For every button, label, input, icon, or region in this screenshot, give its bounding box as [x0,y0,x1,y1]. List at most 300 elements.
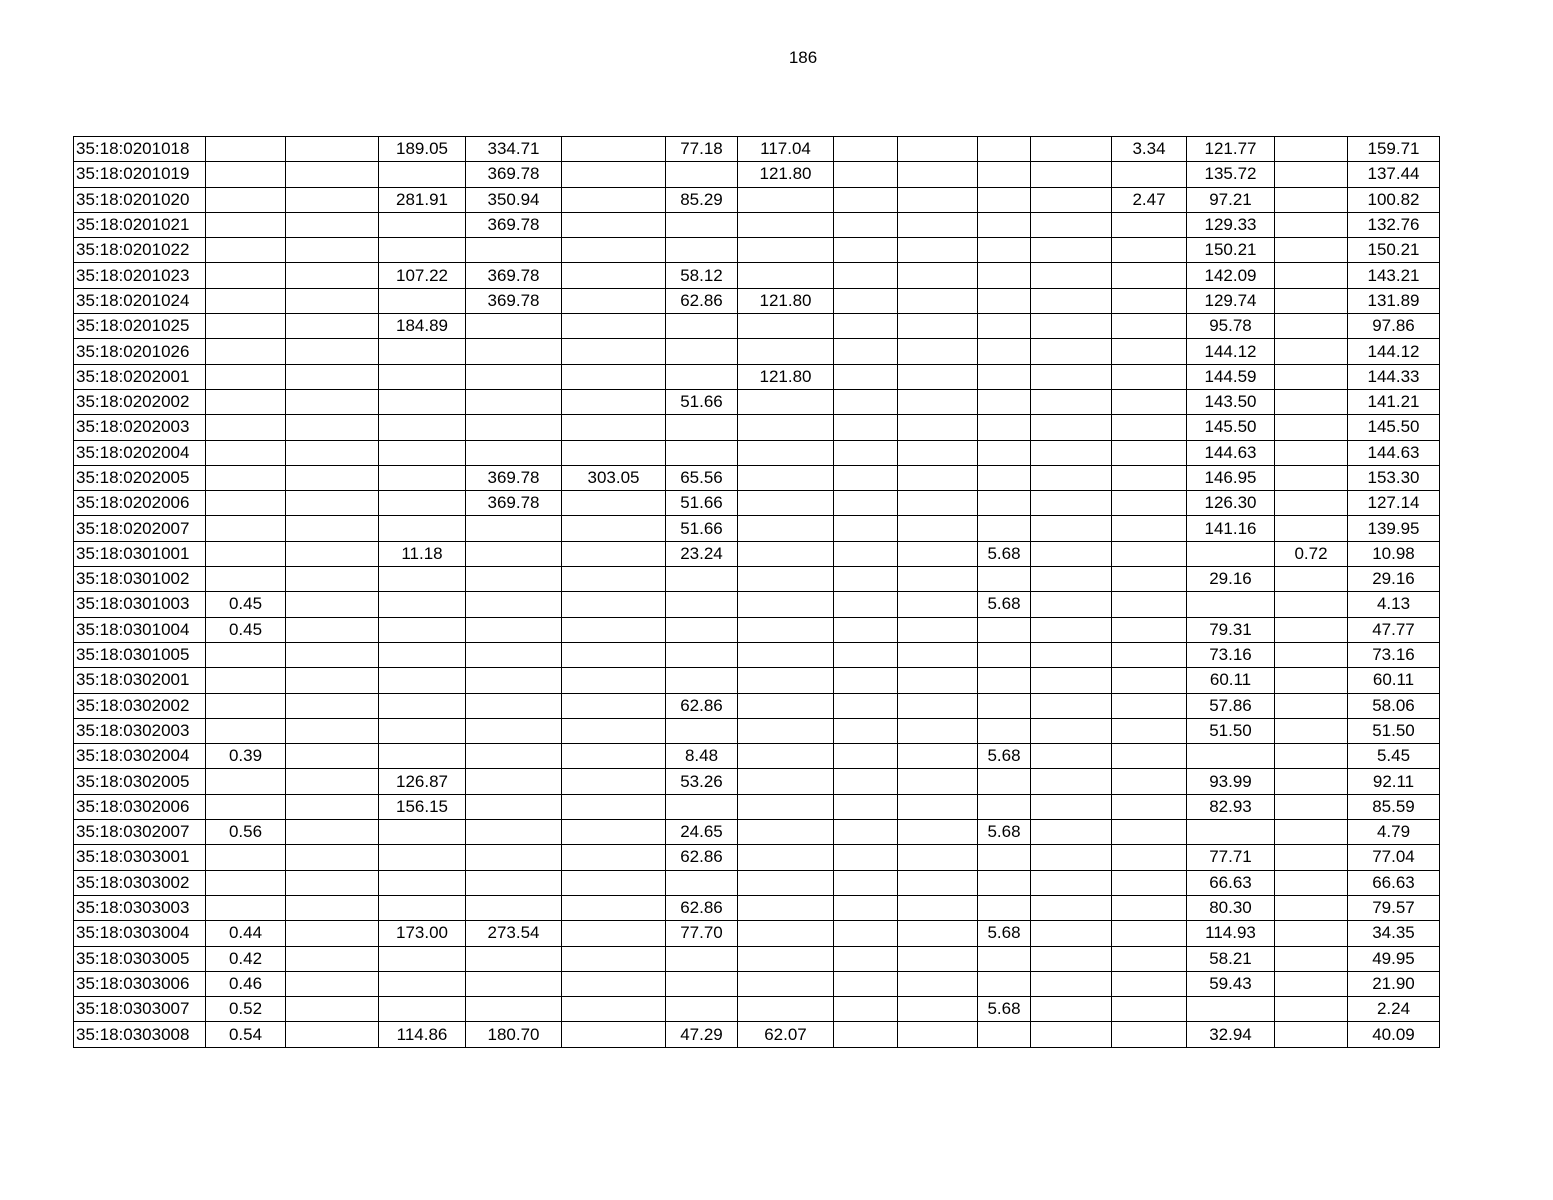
value-cell [562,162,666,187]
value-cell [206,845,286,870]
value-cell [1031,314,1112,339]
value-cell [286,997,379,1022]
value-cell [898,288,978,313]
value-cell [466,845,562,870]
value-cell [978,769,1031,794]
value-cell: 2.47 [1112,187,1187,212]
value-cell: 117.04 [738,137,834,162]
value-cell: 273.54 [466,921,562,946]
value-cell [379,617,466,642]
parcel-id-cell: 35:18:0301002 [74,567,206,592]
value-cell [834,288,898,313]
value-cell [666,415,738,440]
value-cell [834,465,898,490]
value-cell: 145.50 [1348,415,1440,440]
value-cell [978,946,1031,971]
value-cell [1031,440,1112,465]
value-cell: 95.78 [1187,314,1275,339]
parcel-id-cell: 35:18:0202003 [74,415,206,440]
value-cell [206,162,286,187]
value-cell: 156.15 [379,794,466,819]
value-cell: 144.12 [1348,339,1440,364]
value-cell [466,238,562,263]
value-cell [1031,238,1112,263]
value-cell [978,440,1031,465]
value-cell [1275,693,1348,718]
parcel-id-cell: 35:18:0201020 [74,187,206,212]
value-cell [898,794,978,819]
value-cell [1112,693,1187,718]
value-cell [666,440,738,465]
value-cell [1112,997,1187,1022]
value-cell: 150.21 [1348,238,1440,263]
value-cell [1275,238,1348,263]
value-cell [1031,845,1112,870]
value-cell [738,389,834,414]
value-cell [286,415,379,440]
value-cell [738,491,834,516]
value-cell [1187,541,1275,566]
value-cell [898,415,978,440]
value-cell [898,921,978,946]
value-cell [738,516,834,541]
value-cell [1031,921,1112,946]
value-cell: 53.26 [666,769,738,794]
value-cell [379,440,466,465]
value-cell [562,364,666,389]
value-cell [1112,642,1187,667]
value-cell [834,263,898,288]
value-cell [666,567,738,592]
value-cell [978,415,1031,440]
table-row [74,212,1440,237]
value-cell [1275,946,1348,971]
table-row [74,516,1440,541]
value-cell [286,212,379,237]
value-cell [898,769,978,794]
table-row [74,744,1440,769]
value-cell [466,339,562,364]
value-cell [898,263,978,288]
table-row [74,491,1440,516]
value-cell [562,693,666,718]
value-cell [1275,1022,1348,1047]
value-cell [978,718,1031,743]
value-cell: 350.94 [466,187,562,212]
value-cell [1275,895,1348,920]
value-cell [379,693,466,718]
value-cell [466,541,562,566]
value-cell [898,1022,978,1047]
value-cell [1112,415,1187,440]
value-cell [379,870,466,895]
value-cell [898,465,978,490]
table-row [74,946,1440,971]
value-cell [206,895,286,920]
value-cell: 58.12 [666,263,738,288]
value-cell [898,339,978,364]
value-cell: 127.14 [1348,491,1440,516]
value-cell [286,718,379,743]
value-cell [978,389,1031,414]
value-cell: 141.16 [1187,516,1275,541]
table-row [74,668,1440,693]
value-cell [562,212,666,237]
value-cell [738,845,834,870]
value-cell [898,668,978,693]
value-cell [286,668,379,693]
value-cell [738,895,834,920]
value-cell [466,592,562,617]
value-cell [834,617,898,642]
value-cell: 369.78 [466,288,562,313]
value-cell [466,769,562,794]
value-cell [898,187,978,212]
table-row [74,592,1440,617]
value-cell [1187,592,1275,617]
value-cell [898,491,978,516]
parcel-id-cell: 35:18:0302003 [74,718,206,743]
value-cell [978,314,1031,339]
value-cell [562,668,666,693]
value-cell [898,212,978,237]
value-cell [562,895,666,920]
value-cell [562,339,666,364]
value-cell [1031,567,1112,592]
value-cell [206,516,286,541]
value-cell [379,946,466,971]
value-cell [834,314,898,339]
parcel-id-cell: 35:18:0303006 [74,971,206,996]
value-cell: 142.09 [1187,263,1275,288]
value-cell [1031,212,1112,237]
value-cell: 62.86 [666,288,738,313]
value-cell: 47.29 [666,1022,738,1047]
value-cell: 66.63 [1348,870,1440,895]
value-cell [1275,820,1348,845]
value-cell [286,971,379,996]
value-cell: 11.18 [379,541,466,566]
value-cell: 47.77 [1348,617,1440,642]
value-cell [1112,895,1187,920]
value-cell [562,744,666,769]
parcel-id-cell: 35:18:0202002 [74,389,206,414]
value-cell: 8.48 [666,744,738,769]
value-cell [898,314,978,339]
value-cell: 73.16 [1348,642,1440,667]
value-cell: 369.78 [466,465,562,490]
value-cell: 153.30 [1348,465,1440,490]
value-cell [466,440,562,465]
value-cell [1275,137,1348,162]
value-cell [978,339,1031,364]
value-cell [1112,845,1187,870]
value-cell: 131.89 [1348,288,1440,313]
value-cell [898,845,978,870]
page-number: 186 [788,48,818,67]
table-row [74,238,1440,263]
value-cell [834,187,898,212]
parcel-id-cell: 35:18:0302004 [74,744,206,769]
value-cell [834,971,898,996]
parcel-id-cell: 35:18:0302006 [74,794,206,819]
value-cell [834,870,898,895]
value-cell: 144.12 [1187,339,1275,364]
value-cell: 5.45 [1348,744,1440,769]
value-cell [1275,870,1348,895]
value-cell [1275,592,1348,617]
value-cell: 126.30 [1187,491,1275,516]
parcel-id-cell: 35:18:0201024 [74,288,206,313]
value-cell [562,617,666,642]
value-cell [738,971,834,996]
value-cell [978,263,1031,288]
value-cell [379,339,466,364]
value-cell [562,971,666,996]
value-cell [738,769,834,794]
value-cell: 10.98 [1348,541,1440,566]
value-cell [1112,971,1187,996]
value-cell [286,617,379,642]
value-cell: 369.78 [466,162,562,187]
value-cell [898,162,978,187]
value-cell [738,415,834,440]
value-cell [1031,339,1112,364]
table-row [74,567,1440,592]
value-cell [1112,541,1187,566]
value-cell [738,465,834,490]
value-cell [834,946,898,971]
value-cell: 60.11 [1187,668,1275,693]
value-cell [738,946,834,971]
value-cell [562,415,666,440]
value-cell [1275,491,1348,516]
value-cell [466,415,562,440]
value-cell [562,263,666,288]
value-cell [1031,820,1112,845]
value-cell [1112,769,1187,794]
value-cell [738,642,834,667]
value-cell [1112,744,1187,769]
value-cell [379,491,466,516]
value-cell [286,946,379,971]
value-cell [1112,491,1187,516]
value-cell [562,567,666,592]
table-row [74,465,1440,490]
table-row [74,617,1440,642]
value-cell [834,440,898,465]
parcel-id-cell: 35:18:0202001 [74,364,206,389]
value-cell [466,314,562,339]
value-cell [898,592,978,617]
value-cell [286,769,379,794]
table-row [74,187,1440,212]
value-cell [1275,465,1348,490]
value-cell [1275,187,1348,212]
value-cell [738,541,834,566]
value-cell: 0.45 [206,592,286,617]
value-cell: 129.33 [1187,212,1275,237]
value-cell [1275,921,1348,946]
parcel-id-cell: 35:18:0202005 [74,465,206,490]
value-cell: 144.59 [1187,364,1275,389]
value-cell [206,389,286,414]
value-cell: 93.99 [1187,769,1275,794]
value-cell: 369.78 [466,263,562,288]
value-cell [286,263,379,288]
table-row [74,288,1440,313]
value-cell: 0.56 [206,820,286,845]
value-cell [466,744,562,769]
value-cell [834,516,898,541]
value-cell [834,137,898,162]
value-cell [1275,668,1348,693]
value-cell [206,693,286,718]
value-cell [666,212,738,237]
value-cell [898,820,978,845]
table-row [74,642,1440,667]
parcel-id-cell: 35:18:0302001 [74,668,206,693]
value-cell [1031,415,1112,440]
parcel-id-cell: 35:18:0303003 [74,895,206,920]
value-cell [666,364,738,389]
value-cell: 0.44 [206,921,286,946]
value-cell: 40.09 [1348,1022,1440,1047]
value-cell [466,642,562,667]
value-cell [898,895,978,920]
value-cell [562,946,666,971]
value-cell [898,744,978,769]
value-cell [834,997,898,1022]
value-cell [978,137,1031,162]
value-cell [738,870,834,895]
value-cell [898,541,978,566]
value-cell [206,567,286,592]
value-cell [898,364,978,389]
value-cell [1112,440,1187,465]
value-cell [834,794,898,819]
value-cell [1275,642,1348,667]
value-cell [1112,870,1187,895]
value-cell [286,592,379,617]
value-cell [666,642,738,667]
value-cell [206,440,286,465]
value-cell: 77.70 [666,921,738,946]
value-cell [898,718,978,743]
value-cell [834,744,898,769]
value-cell [562,314,666,339]
value-cell [1112,592,1187,617]
parcel-id-cell: 35:18:0303002 [74,870,206,895]
value-cell [1112,465,1187,490]
value-cell [834,668,898,693]
value-cell [898,971,978,996]
value-cell [562,794,666,819]
value-cell: 184.89 [379,314,466,339]
value-cell [562,516,666,541]
value-cell [379,162,466,187]
value-cell [666,668,738,693]
value-cell [738,339,834,364]
value-cell [466,364,562,389]
value-cell [1112,921,1187,946]
value-cell [286,339,379,364]
parcel-id-cell: 35:18:0201019 [74,162,206,187]
value-cell [738,187,834,212]
value-cell [286,465,379,490]
value-cell: 80.30 [1187,895,1275,920]
value-cell [379,744,466,769]
value-cell [1112,617,1187,642]
value-cell: 77.04 [1348,845,1440,870]
table-row [74,921,1440,946]
value-cell [1275,314,1348,339]
value-cell [834,339,898,364]
value-cell: 143.50 [1187,389,1275,414]
value-cell: 97.86 [1348,314,1440,339]
value-cell [286,389,379,414]
value-cell [286,314,379,339]
value-cell: 143.21 [1348,263,1440,288]
value-cell: 5.68 [978,744,1031,769]
table-row [74,389,1440,414]
value-cell: 281.91 [379,187,466,212]
value-cell [1031,465,1112,490]
value-cell [206,642,286,667]
value-cell [379,997,466,1022]
value-cell [834,389,898,414]
value-cell [466,693,562,718]
value-cell [379,288,466,313]
value-cell: 150.21 [1187,238,1275,263]
value-cell [206,794,286,819]
value-cell [1112,364,1187,389]
table-row [74,820,1440,845]
value-cell: 23.24 [666,541,738,566]
value-cell [286,794,379,819]
value-cell: 0.52 [206,997,286,1022]
value-cell [562,820,666,845]
table-row [74,263,1440,288]
parcel-id-cell: 35:18:0201018 [74,137,206,162]
value-cell [1112,263,1187,288]
table-row [74,870,1440,895]
value-cell [562,491,666,516]
value-cell: 0.39 [206,744,286,769]
value-cell: 121.80 [738,364,834,389]
value-cell [466,516,562,541]
value-cell [898,440,978,465]
value-cell [466,997,562,1022]
value-cell [1031,364,1112,389]
value-cell: 82.93 [1187,794,1275,819]
value-cell [1031,592,1112,617]
value-cell [206,769,286,794]
value-cell [466,870,562,895]
value-cell [1031,693,1112,718]
value-cell: 77.18 [666,137,738,162]
value-cell [978,238,1031,263]
value-cell [1031,895,1112,920]
value-cell [1031,718,1112,743]
value-cell: 0.54 [206,1022,286,1047]
value-cell: 51.50 [1348,718,1440,743]
value-cell: 0.46 [206,971,286,996]
value-cell [286,1022,379,1047]
parcel-id-cell: 35:18:0303007 [74,997,206,1022]
value-cell [1275,339,1348,364]
value-cell [834,541,898,566]
